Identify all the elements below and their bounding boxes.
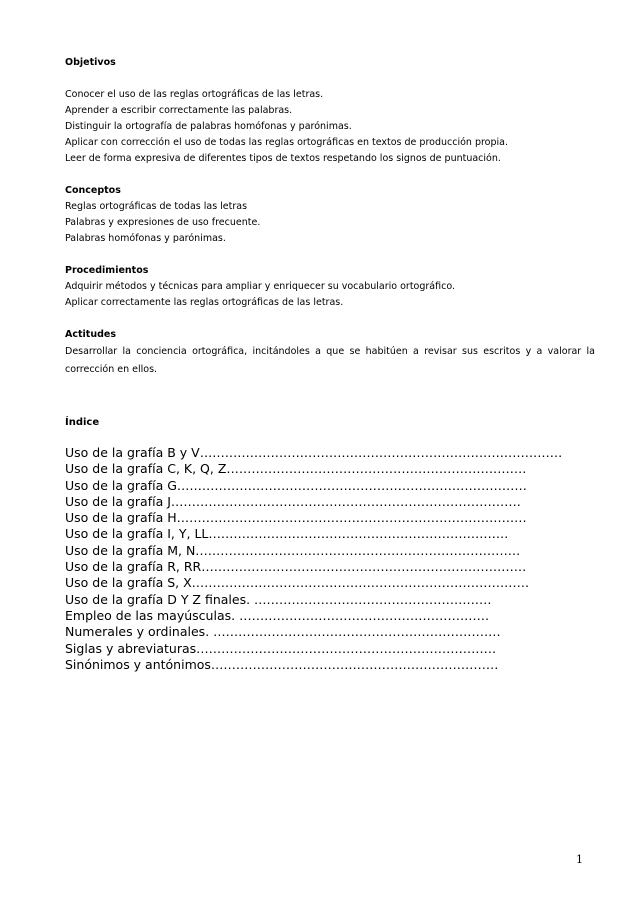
procedimiento-item: Adquirir métodos y técnicas para ampliar y enriquecer su vocabulario ortográfico.	[65, 281, 455, 292]
objetivo-item: Conocer el uso de las reglas ortográficas de las letras.	[65, 89, 324, 100]
indice-item: Siglas y abreviaturas………………………………………………………………	[65, 640, 497, 656]
objetivos-section	[65, 55, 595, 167]
conceptos-heading: Conceptos	[65, 185, 121, 196]
indice-item: Uso de la grafía B y V……………………………………………………………………………	[65, 445, 563, 460]
concepto-item: Palabras y expresiones de uso frecuente.	[65, 217, 261, 228]
procedimientos-section	[65, 263, 595, 311]
indice-item: Uso de la grafía D Y Z finales. …………………………………………………	[65, 591, 492, 607]
concepto-item: Reglas ortográficas de todas las letras	[65, 201, 248, 212]
document-page	[65, 55, 595, 673]
indice-heading: Índice	[65, 417, 100, 428]
indice-item: Uso de la grafía I, Y, LL………………………………………………………………	[65, 526, 509, 542]
objetivos-heading: Objetivos	[65, 57, 116, 68]
conceptos-section	[65, 183, 595, 247]
procedimiento-item: Aplicar correctamente las reglas ortográficas de las letras.	[65, 297, 344, 308]
actitudes-heading: Actitudes	[65, 329, 116, 340]
objetivo-item: Leer de forma expresiva de diferentes tipos de textos respetando los signos de puntuación.	[65, 153, 501, 164]
indice-item: Uso de la grafía G…………………………………………………………………………	[65, 477, 527, 493]
objetivo-item: Aplicar con corrección el uso de todas las reglas ortográficas en textos de producción propia.	[65, 137, 509, 148]
objetivo-item: Aprender a escribir correctamente las palabras.	[65, 105, 293, 116]
indice-item: Uso de la grafía M, N……………………………………………………………………	[65, 542, 521, 558]
actitudes-section	[65, 327, 595, 379]
indice-item: Uso de la grafía J…………………………………………………………………………	[65, 493, 521, 509]
concepto-item: Palabras homófonas y parónimas.	[65, 233, 226, 244]
indice-item: Uso de la grafía S, X………………………………………………………………………	[65, 575, 530, 591]
indice-item: Uso de la grafía C, K, Q, Z………………………………………………………………	[65, 461, 527, 477]
indice-item: Uso de la grafía H…………………………………………………………………………	[65, 510, 527, 526]
actitudes-text: Desarrollar la conciencia ortográfica, incitándoles a que se habitúen a revisar sus escritos y a valorar la corrección en ellos.	[65, 346, 595, 375]
objetivo-item: Distinguir la ortografía de palabras homófonas y parónimas.	[65, 121, 352, 132]
indice-list	[65, 445, 595, 673]
procedimientos-heading: Procedimientos	[65, 265, 149, 276]
indice-item: Uso de la grafía R, RR……………………………………………………………………	[65, 559, 527, 575]
indice-item: Sinónimos y antónimos……………………………………………………………	[65, 656, 499, 672]
page-number: 1	[576, 853, 583, 866]
indice-item: Numerales y ordinales. ……………………………………………………………	[65, 624, 501, 640]
indice-item: Empleo de las mayúsculas. ……………………………………………………	[65, 607, 490, 623]
